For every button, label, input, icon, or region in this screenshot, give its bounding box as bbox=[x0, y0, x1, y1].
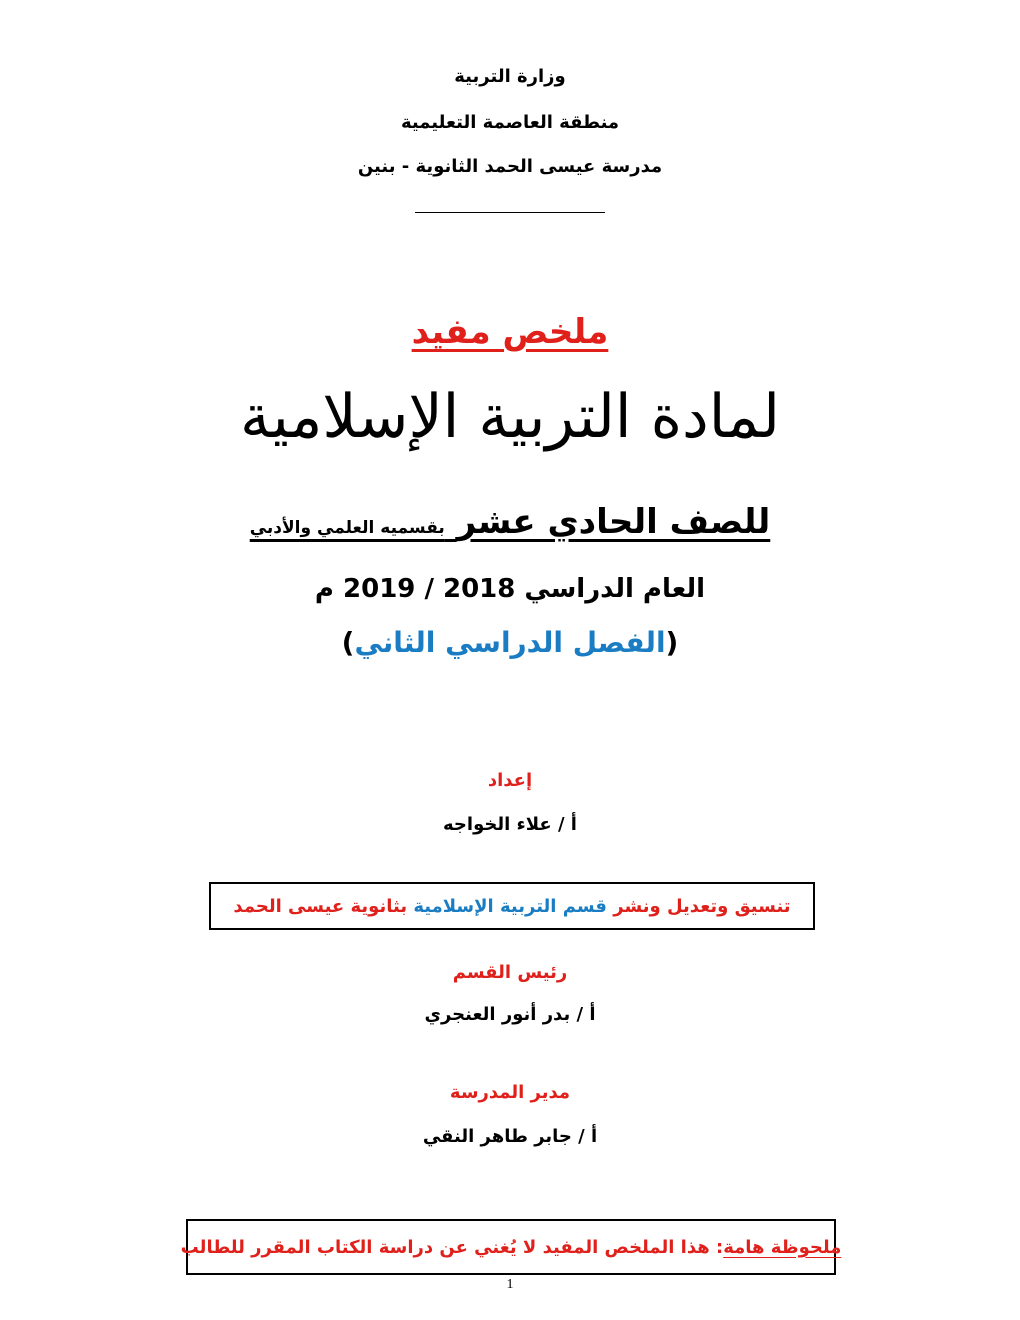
semester-line bbox=[0, 626, 1020, 659]
school-name: مدرسة عيسى الحمد الثانوية - بنين bbox=[357, 156, 663, 177]
page-number: 1 bbox=[506, 1277, 514, 1292]
summary-title: ملخص مفيد bbox=[411, 312, 609, 352]
prepared-name: أ / علاء الخواجه bbox=[443, 814, 577, 835]
coordination-part2: قسم التربية الإسلامية bbox=[413, 895, 607, 917]
coordination-box bbox=[209, 882, 815, 930]
note-text: : هذا الملخص المفيد لا يُغني عن دراسة الكتاب المقرر للطالب bbox=[180, 1236, 724, 1258]
semester-open-paren: ( bbox=[665, 626, 679, 659]
grade-sub: بقسميه العلمي والأدبي bbox=[249, 518, 445, 538]
note-label: ملحوظة هامة bbox=[723, 1236, 842, 1258]
ministry-name: وزارة التربية bbox=[454, 66, 566, 87]
head-of-dept-label: رئيس القسم bbox=[452, 962, 568, 983]
semester-name: الفصل الدراسي الثاني bbox=[354, 626, 666, 659]
coordination-part3: بثانوية عيسى الحمد bbox=[233, 895, 408, 917]
important-note-box bbox=[180, 1219, 842, 1275]
district-name: منطقة العاصمة التعليمية bbox=[400, 112, 620, 133]
grade-line bbox=[0, 502, 1020, 542]
coordination-part1: تنسيق وتعديل ونشر bbox=[613, 895, 791, 917]
grade-main: للصف الحادي عشر bbox=[456, 502, 771, 542]
semester-close-paren: ) bbox=[341, 626, 355, 659]
head-of-dept-name: أ / بدر أنور العنجري bbox=[424, 1004, 596, 1025]
principal-label: مدير المدرسة bbox=[449, 1082, 571, 1103]
prepared-label: إعداد bbox=[487, 770, 533, 791]
principal-name: أ / جابر طاهر النقي bbox=[422, 1126, 598, 1147]
header-divider bbox=[415, 212, 605, 213]
academic-year: العام الدراسي 2018 / 2019 م bbox=[314, 574, 706, 604]
subject-title: لمادة التربية الإسلامية bbox=[239, 382, 781, 452]
